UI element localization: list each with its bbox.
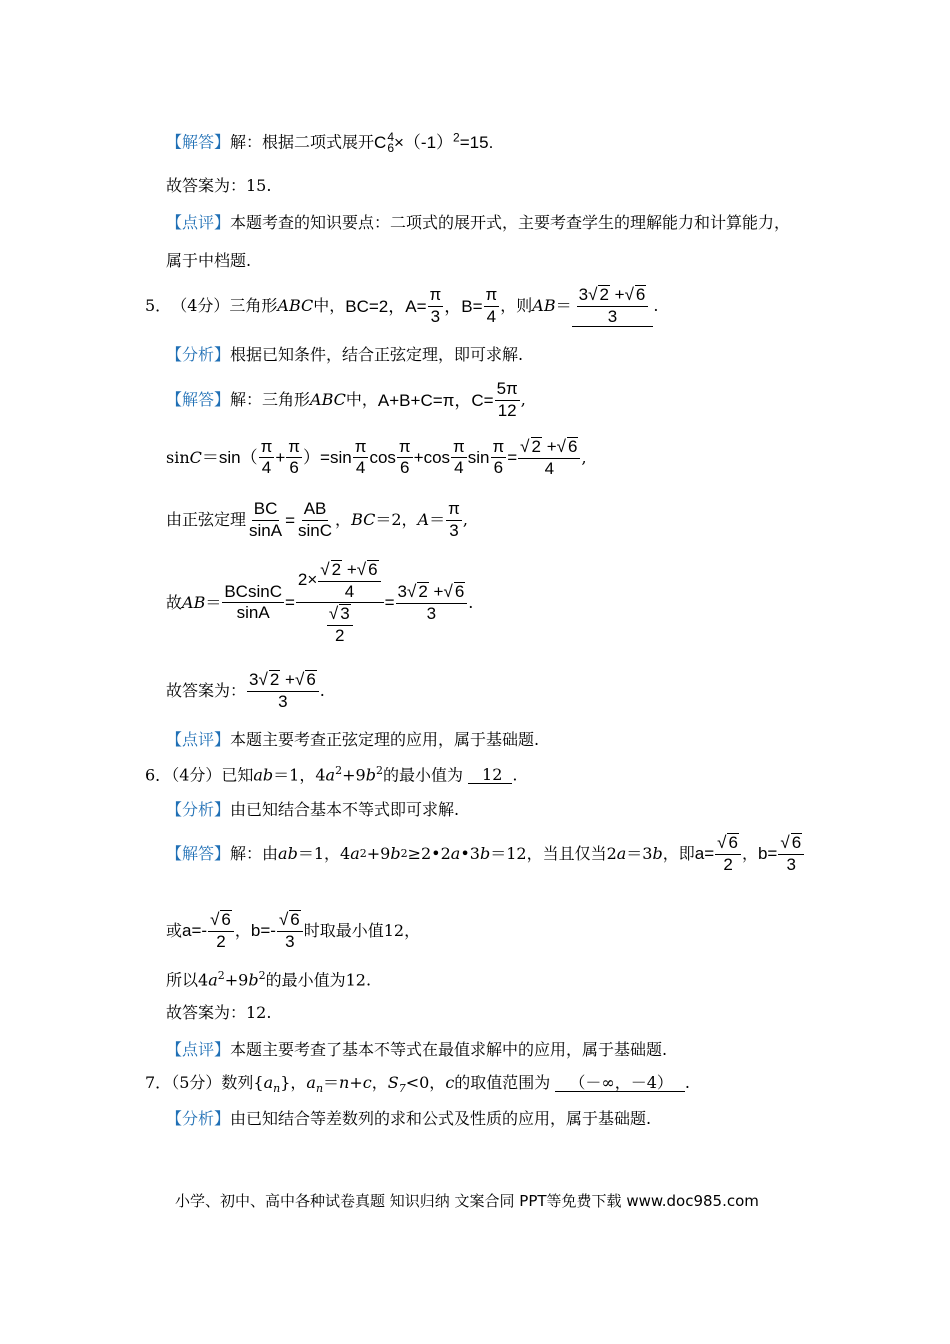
q4-conclusion: 故答案为：15. xyxy=(166,176,272,195)
page-footer: 小学、初中、高中各种试卷真题 知识归纳 文案合同 PPT等免费下载 www.doc985.com xyxy=(175,1192,759,1210)
q5-answer-line: 【解答】 解：三角形 ABC 中， A+B+C=π，C= $\frac{5\pi}{12}$ , xyxy=(166,379,526,420)
fraction-5pi-12: $\frac{5\pi}{12}$ xyxy=(496,379,518,420)
q6-answer-blank: 12 xyxy=(468,767,512,784)
q7-analysis: 【分析】由已知结合等差数列的求和公式及性质的应用，属于基础题. xyxy=(166,1109,652,1128)
q5-stem: 5． （4分） 三角形 ABC 中， BC=2，A= $\frac{\pi}{3}$ ，B= $\frac{\pi}{4}$ ，则 AB ＝ $\frac{3√ 2 +√ 6}{3}$ . xyxy=(145,285,659,326)
q5-sinc-line: sin C ＝sin（ $\frac{\pi}{4}$ + $\frac{\pi}{6}$ ）=sin $\frac{\pi}{4}$ cos $\frac{\pi}{6}$ +cos $\frac{\pi}{4}$ sin $\frac{\pi}{6}$ = $\frac{√ 2 +√ 6}{4}$ , xyxy=(166,436,587,478)
q6-so-line: 所以$4a^2+9b^2$的最小值为12. xyxy=(166,969,372,990)
q6-or-line: 或 a=- $\frac{√ 6}{2}$ ， b=- $\frac{√ 6}{3}$ 时取最小值12， xyxy=(166,910,421,951)
q5-answer-blank: $\frac{3√ 2 +√ 6}{3}$ xyxy=(572,285,654,327)
q5-conclusion: 故答案为： $\frac{3√ 2 +√ 6}{3}$ . xyxy=(166,670,325,711)
q6-review: 【点评】本题主要考查了基本不等式在最值求解中的应用，属于基础题. xyxy=(166,1040,668,1059)
q5-law-line: 由正弦定理 $\frac{BC}{\sin A}$ = $\frac{AB}{\sin C}$ ， BC ＝2， A ＝ $\frac{\pi}{3}$ , xyxy=(166,499,468,540)
q4-review-line2: 属于中档题. xyxy=(166,251,252,270)
binomial-expression: C 4 6 $\times(-1)^2=15$. xyxy=(374,130,494,156)
q7-stem: 7．（5分）数列$\{a_n\}$，$a_n=n+c$，$S_7<0$，c的取值范围为 （－∞，－4） . xyxy=(145,1073,690,1096)
q5-analysis: 【分析】根据已知条件，结合正弦定理，即可求解. xyxy=(166,345,524,364)
q6-conclusion: 故答案为：12. xyxy=(166,1003,272,1022)
q6-answer-line: 【解答】 解：由 ab ＝1，4 a 2 +9 b 2 ≥2•2 a •3 b ＝12，当且仅当2 a ＝3 b ，即 a= $\frac{√ 6}{2}$ ， b= $\frac{√ 6}{3}$ xyxy=(166,833,805,874)
fraction-pi-4: $\frac{\pi}{4}$ xyxy=(485,285,498,326)
fraction-pi-3: $\frac{\pi}{3}$ xyxy=(429,285,442,326)
q6-stem: 6．（4分）已知ab＝1，$4a^2+9b^2$的最小值为 12 . xyxy=(145,764,518,785)
review-tag: 【点评】 xyxy=(166,213,231,232)
q5-review: 【点评】本题主要考查正弦定理的应用，属于基础题. xyxy=(166,730,540,749)
compound-fraction: 2× $\frac{√ 2 +√ 6}{4}$ $\frac{√ 3}{2}$ xyxy=(296,560,384,646)
q4-review-line1: 【点评】本题考查的知识要点：二项式的展开式，主要考查学生的理解能力和计算能力， xyxy=(166,213,791,232)
q6-analysis: 【分析】由已知结合基本不等式即可求解. xyxy=(166,800,460,819)
answer-tag: 【解答】 xyxy=(166,132,231,152)
q5-hence-line: 故 AB ＝ $\frac{BCsinC}{\sin A}$ = 2× $\frac{√ 2 +√ 6}{4}$ $\frac{√ 3}{2}$ = $\frac{3√ 2 +√ 6}{3}$ . xyxy=(166,560,474,646)
q7-answer-blank: （－∞，－4） xyxy=(555,1075,685,1092)
q4-answer-line: 【解答】解：根据二项式展开C 4 6 $\times(-1)^2=15$. xyxy=(166,130,494,156)
